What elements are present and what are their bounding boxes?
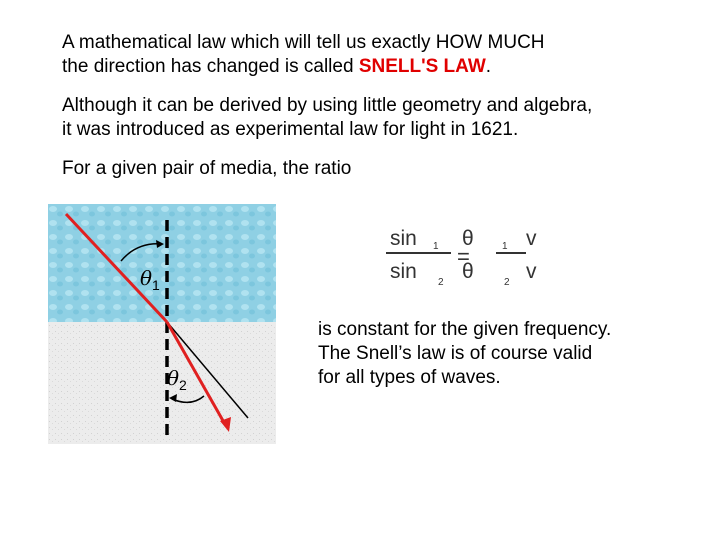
theta2-label: θ	[167, 366, 180, 390]
refraction-figure	[48, 204, 276, 444]
intro-paragraph	[62, 31, 545, 79]
ratio-intro: For a given pair of media, the ratio	[62, 158, 352, 179]
intro-line-2-prefix: the direction has changed is called	[62, 56, 359, 77]
equals-sign: =	[457, 244, 470, 269]
intro-line-1: A mathematical law which will tell us exactly HOW MUCH	[62, 32, 545, 53]
history-paragraph	[62, 94, 592, 142]
theta2-subscript: 2	[179, 377, 187, 393]
numerator-v: v	[526, 227, 537, 250]
conclusion-line-2: The Snell’s law is of course valid	[318, 343, 593, 364]
numerator-sin-subscript: 1	[433, 241, 439, 252]
intro-line-2-suffix: .	[485, 56, 492, 77]
denominator-sin: sin	[390, 260, 417, 283]
denominator-theta: θ	[462, 260, 474, 283]
theta1-label: θ	[140, 266, 153, 290]
intro-line-2	[62, 55, 545, 79]
left-fraction-bar	[386, 252, 451, 254]
snells-law-highlight: SNELL'S LAW	[358, 56, 486, 77]
denominator-theta-subscript: 2	[504, 277, 510, 288]
lower-medium-texture	[48, 322, 276, 444]
conclusion-line-1: is constant for the given frequency.	[318, 319, 612, 340]
conclusion-line-3: for all types of waves.	[318, 367, 501, 388]
water-texture	[48, 204, 276, 322]
snells-law-formula	[378, 222, 538, 292]
history-line-1: Although it can be derived by using little geometry and algebra,	[62, 95, 593, 116]
history-line-2: it was introduced as experimental law for light in 1621.	[62, 119, 519, 140]
theta1-subscript: 1	[152, 277, 160, 293]
denominator-v: v	[526, 260, 537, 283]
numerator-theta: θ	[462, 227, 474, 250]
right-fraction-bar	[496, 252, 526, 254]
numerator-sin: sin	[390, 227, 417, 250]
denominator-sin-subscript: 2	[438, 277, 444, 288]
numerator-theta-subscript: 1	[502, 241, 508, 252]
conclusion-paragraph	[318, 318, 611, 390]
